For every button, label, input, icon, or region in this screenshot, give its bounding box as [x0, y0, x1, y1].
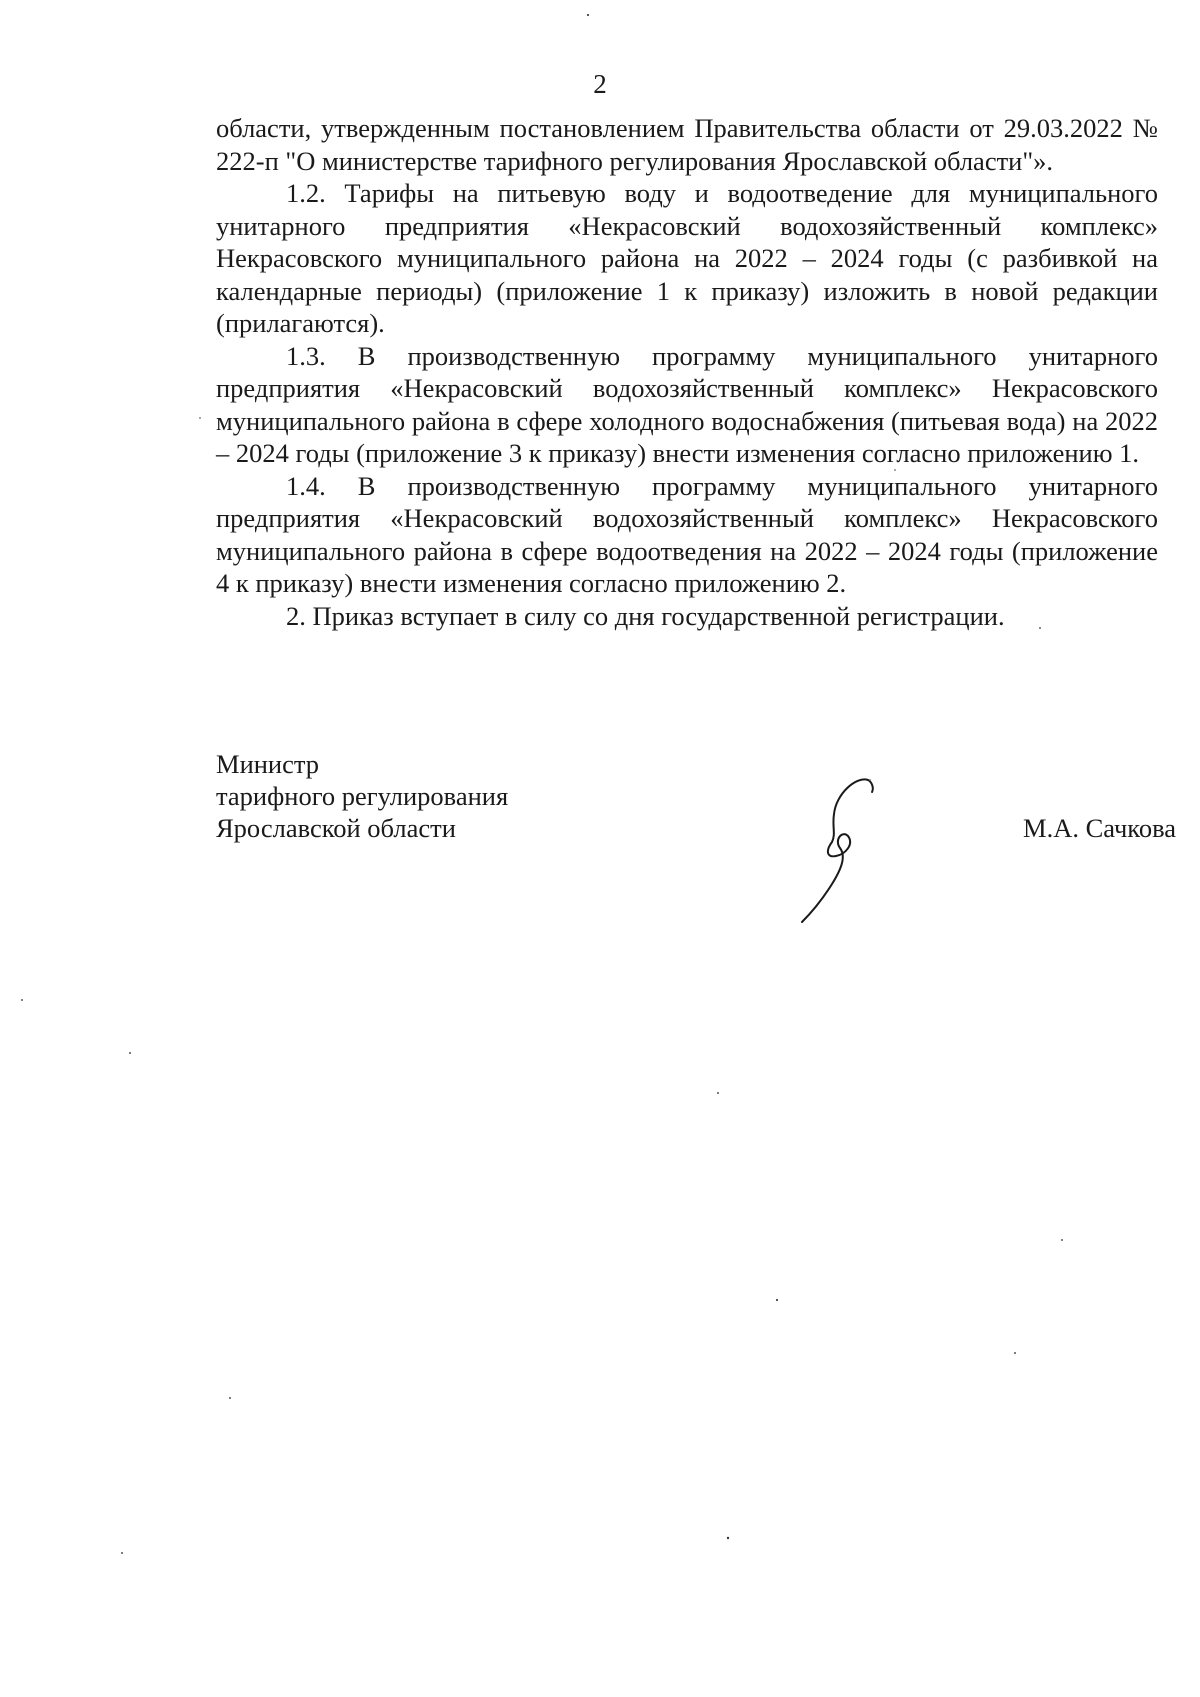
- scan-speck: [1014, 1352, 1016, 1354]
- scan-speck: [727, 1537, 729, 1539]
- signer-name: М.А. Сачкова: [1023, 813, 1176, 843]
- handwritten-signature: [796, 774, 906, 924]
- scan-speck: [229, 1397, 231, 1399]
- paragraph-item-1-2: 1.2. Тарифы на питьевую воду и водоотведение для муниципального унитарного предприятия «Некрасовский водохозяйственный комплекс» Некрасовского муниципального района на 2022 – 2024 годы (с разбивкой на календарные периоды) (приложение 1 к приказу) изложить в новой редакции (прилагаются).: [216, 178, 1158, 338]
- scan-speck: [121, 1552, 123, 1554]
- scan-speck: [199, 417, 201, 419]
- scan-speck: [717, 1092, 719, 1094]
- page-number: 2: [593, 69, 607, 99]
- scan-speck: [1061, 1239, 1063, 1241]
- scan-speck: [21, 999, 23, 1001]
- signer-title-line: Министр: [216, 749, 320, 779]
- paragraph-item-1-3: 1.3. В производственную программу муниципального унитарного предприятия «Некрасовский водохозяйственный комплекс» Некрасовского муниципального района в сфере холодного водоснабжения (питьевая вода) на 2022 – 2024 годы (приложение 3 к приказу) внести изменения согласно приложению 1.: [216, 340, 1158, 468]
- scan-speck: [587, 14, 589, 16]
- paragraph-item-2: 2. Приказ вступает в силу со дня государственной регистрации.: [286, 600, 1005, 631]
- signature-block: [216, 748, 1176, 928]
- document-body: [216, 112, 1158, 632]
- paragraph-item-1-4: 1.4. В производственную программу муниципального унитарного предприятия «Некрасовский водохозяйственный комплекс» Некрасовского муниципального района в сфере водоотведения на 2022 – 2024 годы (приложение 4 к приказу) внести изменения согласно приложению 2.: [216, 470, 1158, 598]
- signer-title: [216, 748, 508, 844]
- signer-title-line: тарифного регулирования: [216, 781, 509, 811]
- scan-speck: [776, 1299, 778, 1301]
- scan-speck: [129, 1052, 131, 1054]
- paragraph-continuation: области, утвержденным постановлением Правительства области от 29.03.2022 № 222-п "О министерстве тарифного регулирования Ярославской области"».: [216, 113, 1158, 176]
- signer-title-line: Ярославской области: [216, 813, 456, 843]
